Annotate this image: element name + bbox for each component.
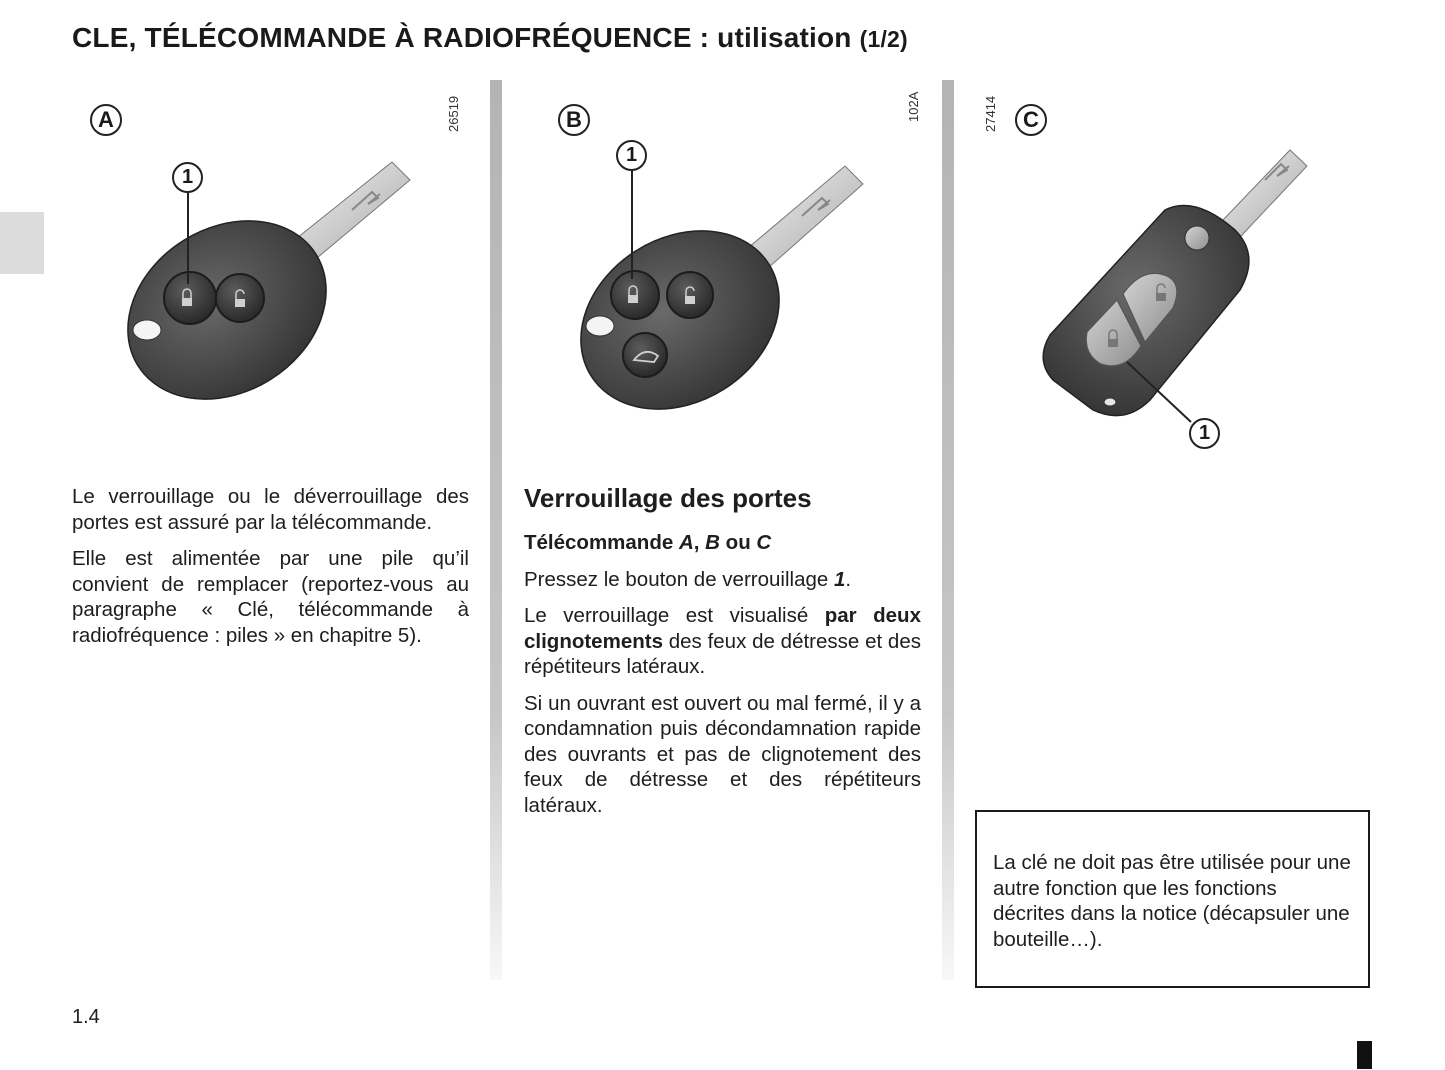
remote-key-two-button-illustration bbox=[72, 80, 482, 440]
figure-b bbox=[530, 80, 930, 440]
intro-paragraph-2: Elle est alimentée par une pile qu’il convient de remplacer (reportez-vous au paragraphe « Clé, télécommande à radiofréquence : piles » en chapitre 5). bbox=[72, 547, 469, 647]
page-number: 1.4 bbox=[72, 1006, 100, 1028]
locking-paragraph-2-end: des feux de détresse et des répétiteurs latéraux. bbox=[524, 629, 921, 678]
subheading-comma: , bbox=[693, 531, 706, 554]
callout-1-lock-button: 1 bbox=[172, 162, 203, 193]
title-page-indicator: (1/2) bbox=[859, 26, 908, 52]
figure-label-b: B bbox=[558, 104, 590, 136]
remote-subheading bbox=[524, 530, 921, 556]
callout-1-lock-button: 1 bbox=[616, 140, 647, 171]
button-ref: 1 bbox=[833, 567, 846, 591]
column-separator-2 bbox=[942, 80, 954, 980]
figure-label-a: A bbox=[90, 104, 122, 136]
locking-paragraph-1-end: . bbox=[845, 567, 852, 591]
column-separator-1 bbox=[490, 80, 502, 980]
locking-paragraph-1 bbox=[524, 567, 921, 593]
figure-label-c: C bbox=[1015, 104, 1047, 136]
subheading-remote-c: C bbox=[756, 531, 772, 554]
figure-ref-code: 27414 bbox=[983, 95, 998, 132]
section-title: Verrouillage des portes bbox=[524, 483, 812, 513]
locking-paragraph-1-text: Pressez le bouton de verrouillage bbox=[524, 567, 834, 591]
warning-notice-box bbox=[975, 810, 1370, 988]
warning-notice-text: La clé ne doit pas être utilisée pour une autre fonction que les fonctions décrites dans la notice (décapsuler une bouteille…). bbox=[993, 851, 1351, 951]
locking-section bbox=[524, 482, 921, 829]
figure-c bbox=[975, 80, 1375, 444]
locking-paragraph-2-text: Le verrouillage est visualisé bbox=[524, 604, 825, 627]
subheading-prefix: Télécommande bbox=[524, 531, 679, 554]
chapter-tab bbox=[0, 212, 44, 274]
subheading-or: ou bbox=[719, 531, 757, 554]
subheading-remote-a: A bbox=[678, 531, 694, 554]
locking-paragraph-2 bbox=[524, 603, 921, 680]
remote-key-three-button-illustration bbox=[530, 80, 930, 440]
page-title bbox=[72, 22, 908, 54]
figure-ref-code: 26519 bbox=[446, 95, 461, 132]
intro-text bbox=[72, 484, 469, 659]
locking-paragraph-2-bold: par deux clignotements bbox=[524, 604, 921, 653]
page-edge-marker bbox=[1357, 1041, 1372, 1069]
callout-1-lock-button: 1 bbox=[1189, 418, 1220, 449]
title-main: CLE, TÉLÉCOMMANDE À RADIOFRÉQUENCE : utilisation bbox=[72, 22, 852, 53]
subheading-remote-b: B bbox=[705, 531, 720, 554]
intro-paragraph-1: Le verrouillage ou le déverrouillage des portes est assuré par la télécommande. bbox=[72, 485, 469, 534]
locking-paragraph-3: Si un ouvrant est ouvert ou mal fermé, il y a condamnation puis décondamnation rapide des ouvrants et pas de clignotement des feux de détresse et des répétiteurs latéraux. bbox=[524, 691, 921, 817]
figure-ref-code: 102A bbox=[906, 91, 921, 122]
figure-a bbox=[72, 80, 482, 440]
